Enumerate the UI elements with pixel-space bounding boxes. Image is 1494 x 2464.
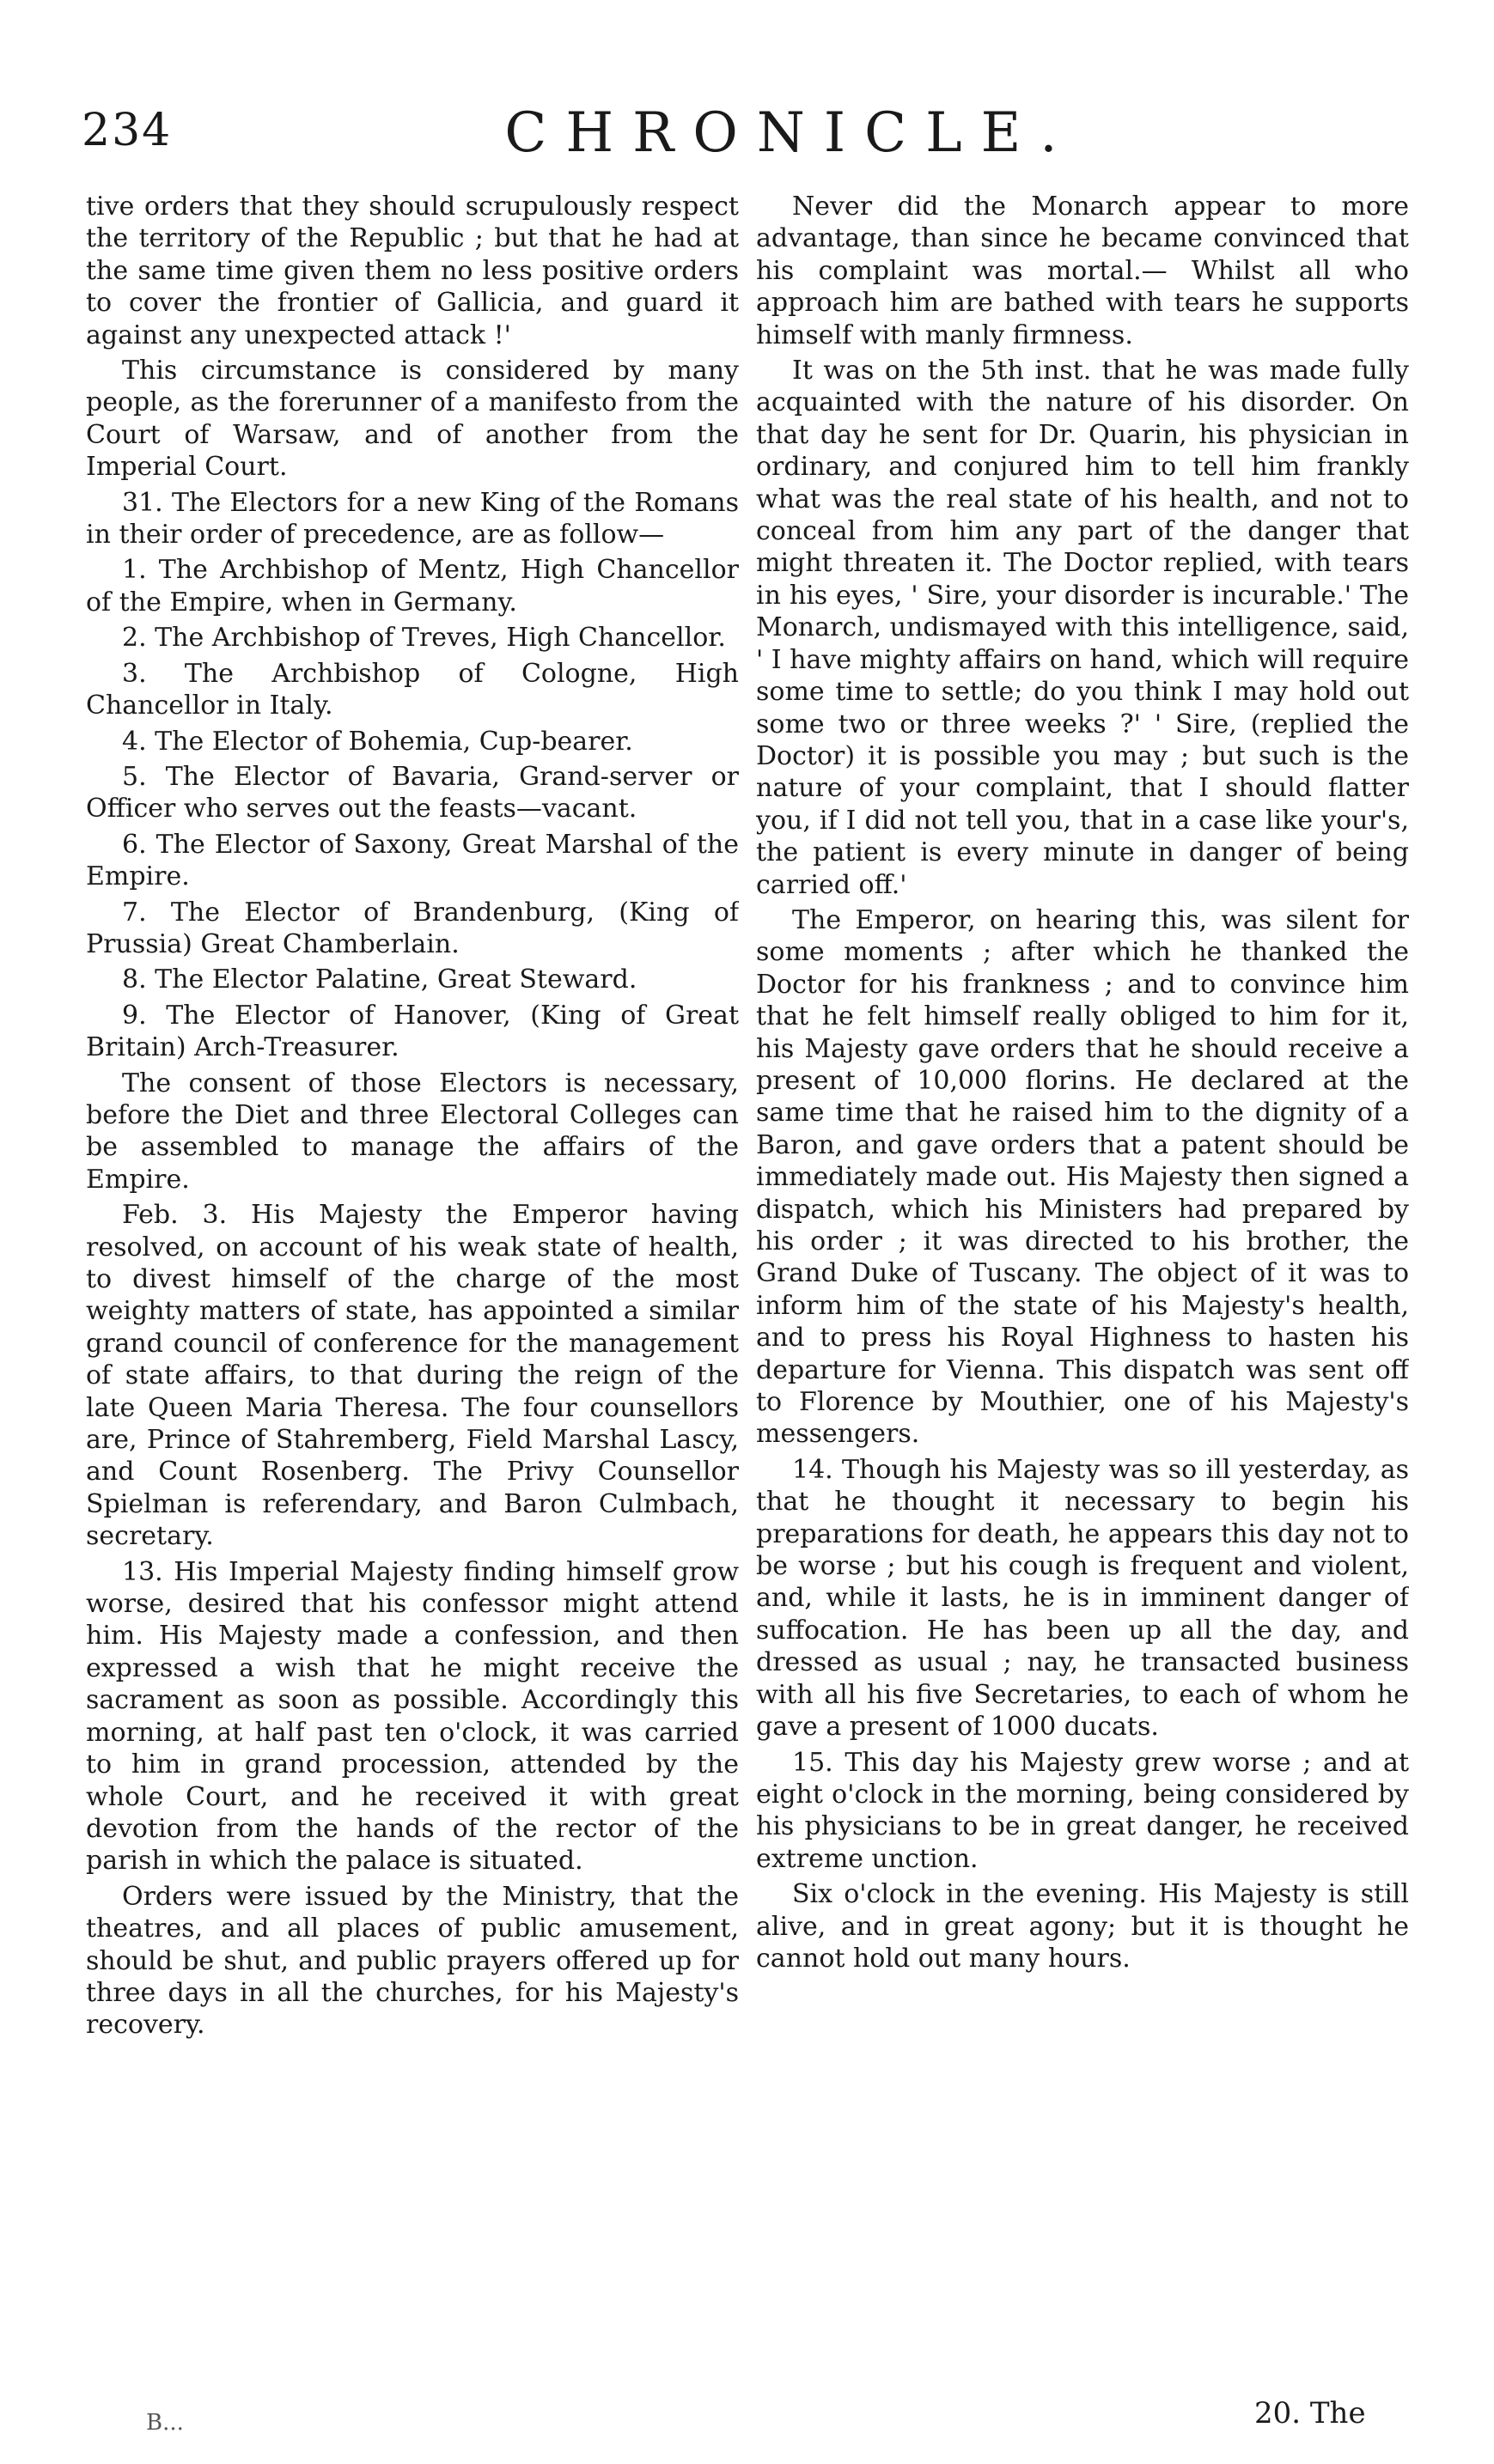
paragraph: Feb. 3. His Majesty the Emperor having resolved, on account of his weak state of health, to divest himself of the charge of the most weighty matters of state, has appointed a similar grand council of conference for the management of state affairs, to that during the reign of the late Queen Maria Theresa. The four counsellors are, Prince of Stahremberg, Field Marshal Lascy, and Count Rosenberg. The Privy Counsellor Spielman is referendary, and Baron Culmbach, secretary. [86, 1200, 739, 1552]
paragraph: This circumstance is considered by many people, as the forerunner of a manifesto from the Court of Warsaw, and of another from the Imperial Court. [86, 356, 739, 483]
footer-marks: B... [146, 2410, 184, 2436]
paragraph: The consent of those Electors is necessary, before the Diet and three Electoral Colleges can be assembled to manage the affairs of the Empire. [86, 1068, 739, 1195]
paragraph: Orders were issued by the Ministry, that the theatres, and all places of public amusement, should be shut, and public prayers offered up for three days in all the churches, for his Majesty's recovery. [86, 1881, 739, 2041]
paragraph: 4. The Elector of Bohemia, Cup-bearer. [122, 726, 633, 757]
paragraph: 9. The Elector of Hanover, (King of Great Britain) Arch-Treasurer. [86, 1000, 739, 1063]
paragraph: 1. The Archbishop of Mentz, High Chancellor of the Empire, when in Germany. [86, 555, 739, 618]
paragraph: 15. This day his Majesty grew worse ; and at eight o'clock in the morning, being considered by his physicians to be in great danger, he received extreme unction. [756, 1747, 1409, 1874]
paragraph: 14. Though his Majesty was so ill yesterday, as that he thought it necessary to begin his preparations for death, he appears this day not to be worse ; but his cough is frequent and violent, and, while it lasts, he is in imminent danger of suffocation. He has been up all the day, and dressed as usual ; nay, he transacted business with all his five Secretaries, to each of whom he gave a present of 1000 ducats. [756, 1454, 1409, 1743]
paragraph: 8. The Elector Palatine, Great Steward. [122, 964, 637, 995]
page-number: 234 [82, 105, 173, 156]
paragraph: 5. The Elector of Bavaria, Grand-server or Officer who serves out the feasts—vacant. [86, 761, 739, 824]
paragraph: Never did the Monarch appear to more advantage, than since he became convinced that his complaint was mortal.— Whilst all who approach him are bathed with tears he supports himself with manly firmness. [756, 192, 1409, 350]
paragraph: Six o'clock in the evening. His Majesty is still alive, and in great agony; but it is thought he cannot hold out many hours. [756, 1879, 1409, 1974]
paragraph: 6. The Elector of Saxony, Great Marshal of the Empire. [86, 829, 739, 892]
paragraph: The Emperor, on hearing this, was silent for some moments ; after which he thanked the Doctor for his frankness ; and to convince him that he felt himself really obliged to him for it, his Majesty gave orders that he should receive a present of 10,000 florins. He declared at the same time that he raised him to the dignity of a Baron, and gave orders that a patent should be immediately made out. His Majesty then signed a dispatch, which his Ministers had prepared by his order ; it was directed to his brother, the Grand Duke of Tuscany. The object of it was to inform him of the state of his Majesty's health, and to press his Royal Highness to hasten his departure for Vienna. This dispatch was sent off to Florence by Mouthier, one of his Majesty's messengers. [756, 904, 1409, 1450]
catchword: 20. The [1254, 2396, 1366, 2431]
paragraph: 3. The Archbishop of Cologne, High Chancellor in Italy. [86, 658, 739, 721]
paragraph: 13. His Imperial Majesty finding himself grow worse, desired that his confessor might attend him. His Majesty made a confession, and then expressed a wish that he might receive the sacrament as soon as possible. Accordingly this morning, at half past ten o'clock, it was carried to him in grand procession, attended by the whole Court, and he received it with great devotion from the hands of the rector of the parish in which the palace is situated. [86, 1556, 739, 1877]
running-title: CHRONICLE. [504, 101, 1076, 165]
paragraph: 7. The Elector of Brandenburg, (King of Prussia) Great Chamberlain. [86, 897, 739, 959]
paragraph: tive orders that they should scrupulously respect the territory of the Republic ; but that he had at the same time given them no less positive orders to cover the frontier of Gallicia, and guard it against any unexpected attack !' [86, 192, 739, 350]
paragraph: 2. The Archbishop of Treves, High Chancellor. [122, 623, 726, 654]
left-column [86, 191, 739, 2389]
paragraph: It was on the 5th inst. that he was made fully acquainted with the nature of his disorder. On that day he sent for Dr. Quarin, his physician in ordinary, and conjured him to tell him frankly what was the real state of his health, and not to conceal from him any part of the danger that might threaten it. The Doctor replied, with tears in his eyes, ' Sire, your disorder is incurable.' The Monarch, undismayed with this intelligence, said, ' I have mighty affairs on hand, which will require some time to settle; do you think I may hold out some two or three weeks ?' ' Sire, (replied the Doctor) it is possible you may ; but such is the nature of your complaint, that I should flatter you, if I did not tell you, that in a case like your's, the patient is every minute in danger of being carried off.' [756, 356, 1409, 900]
right-column [756, 191, 1409, 2389]
page-header [82, 101, 1422, 170]
paragraph: 31. The Electors for a new King of the Romans in their order of precedence, are as follow— [86, 487, 739, 551]
